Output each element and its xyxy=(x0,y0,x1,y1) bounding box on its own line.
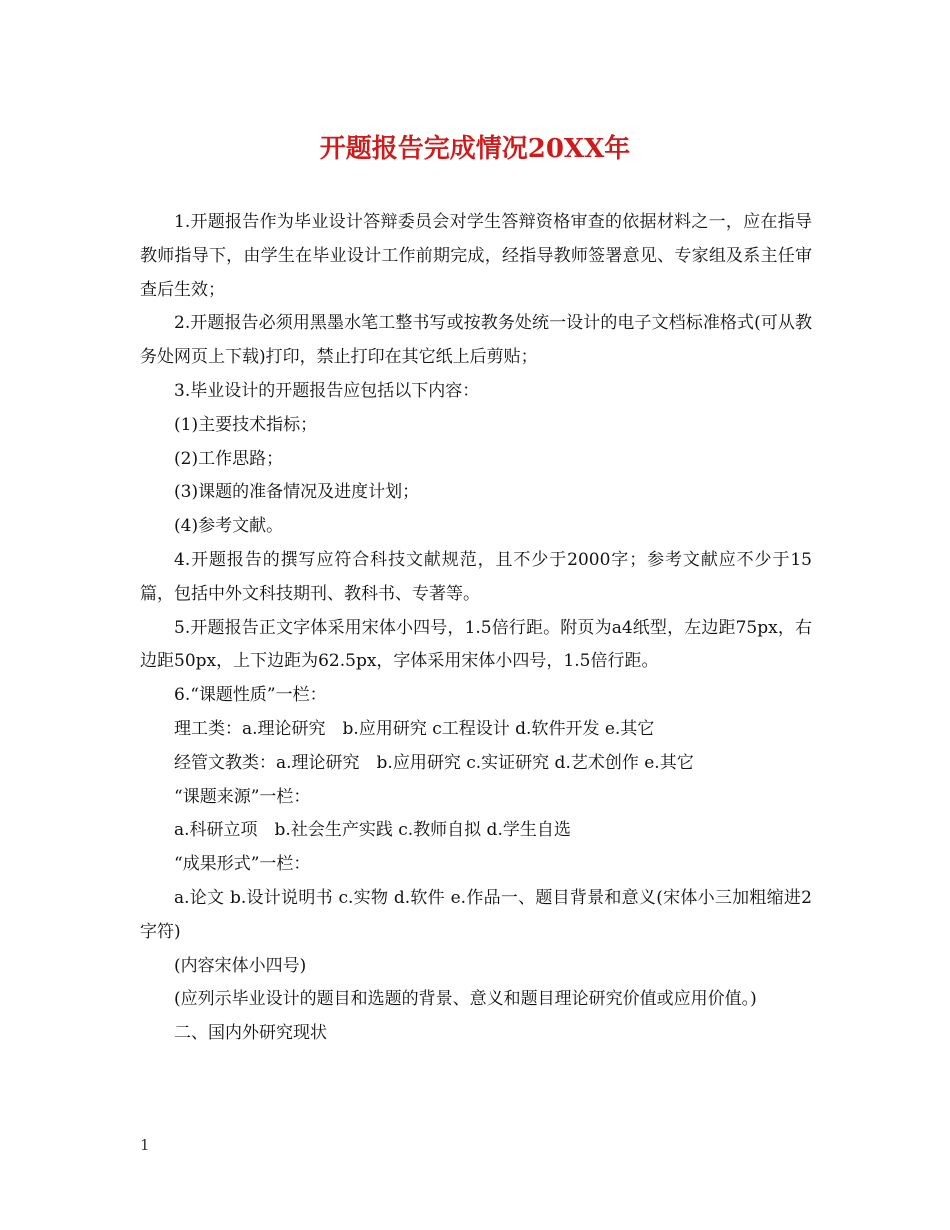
paragraph: (内容宋体小四号) xyxy=(174,955,307,976)
paragraph: (3)课题的准备情况及进度计划； xyxy=(174,482,420,503)
paragraph: (应列示毕业设计的题目和选题的背景、意义和题目理论研究价值或应用价值。) xyxy=(174,989,757,1010)
paragraph: 3.毕业设计的开题报告应包括以下内容： xyxy=(174,380,480,401)
paragraph: 2.开题报告必须用黑墨水笔工整书写或按教务处统一设计的电子文档标准格式(可从教务处网页上下载)打印，禁止打印在其它纸上后剪贴； xyxy=(140,313,812,368)
paragraph: 经管文教类：a.理论研究 b.应用研究 c.实证研究 d.艺术创作 e.其它 xyxy=(174,752,694,773)
page-number: 1 xyxy=(140,1136,150,1154)
paragraph: (2)工作思路； xyxy=(174,448,284,469)
paragraph: 6.“课题性质”一栏： xyxy=(174,685,327,706)
paragraph: (1)主要技术指标； xyxy=(174,414,318,435)
paragraph: a.科研立项 b.社会生产实践 c.教师自拟 d.学生自选 xyxy=(174,820,571,841)
paragraph: 二、国内外研究现状 xyxy=(174,1023,327,1044)
paragraph: “成果形式”一栏： xyxy=(174,854,311,875)
paragraph: 理工类：a.理论研究 b.应用研究 c工程设计 d.软件开发 e.其它 xyxy=(174,718,655,739)
document-body xyxy=(140,206,812,1051)
document-title: 开题报告完成情况20XX年 xyxy=(319,134,631,164)
paragraph: 4.开题报告的撰写应符合科技文献规范，且不少于2000字；参考文献应不少于15篇，包括中外文科技期刊、教科书、专著等。 xyxy=(140,549,812,604)
paragraph: 5.开题报告正文字体采用宋体小四号，1.5倍行距。附页为a4纸型，左边距75px，右边距50px，上下边距为62.5px，字体采用宋体小四号，1.5倍行距。 xyxy=(140,617,812,672)
paragraph: “课题来源”一栏： xyxy=(174,786,311,807)
paragraph: (4)参考文献。 xyxy=(174,516,284,537)
paragraph: a.论文 b.设计说明书 c.实物 d.软件 e.作品一、题目背景和意义(宋体小三加粗缩进2字符) xyxy=(140,887,812,942)
paragraph: 1.开题报告作为毕业设计答辩委员会对学生答辩资格审查的依据材料之一，应在指导教师指导下，由学生在毕业设计工作前期完成，经指导教师签署意见、专家组及系主任审查后生效； xyxy=(140,212,812,300)
